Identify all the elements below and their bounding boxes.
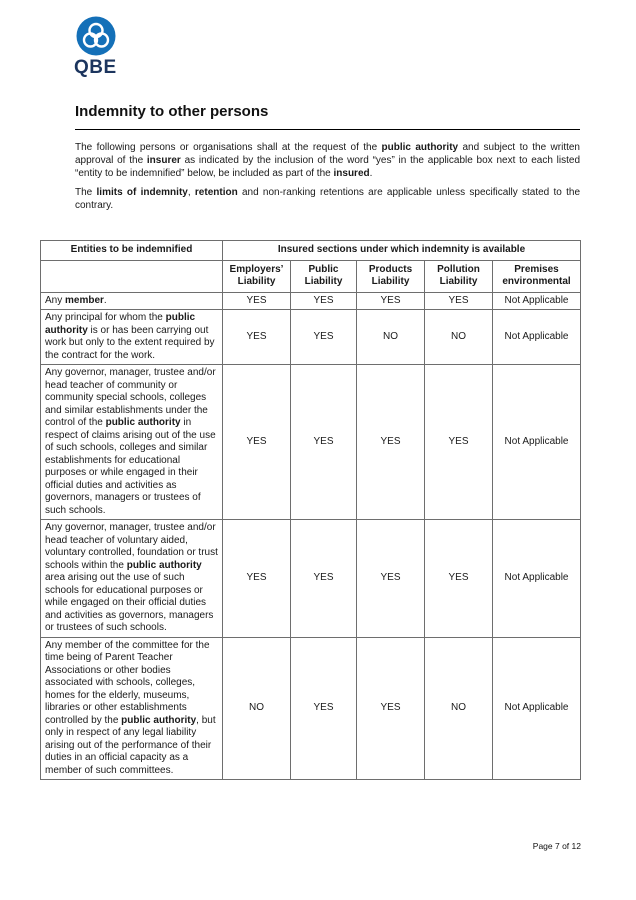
value-cell: NO [223, 637, 291, 780]
indemnity-table [40, 240, 581, 780]
table-row [41, 365, 581, 520]
table-row [41, 292, 581, 310]
table-header-row-columns [41, 260, 581, 292]
insured-sections-header: Insured sections under which indemnity is available [223, 241, 581, 261]
entity-cell: Any governor, manager, trustee and/or head teacher of voluntary aided, voluntary controlled, foundation or trust schools within the public authority area arising out the use of such schools for educational purposes or while engaged on their official duties and activities as governors, managers or trustees of such schools. [41, 520, 223, 638]
value-cell: NO [357, 310, 425, 365]
column-header-products-liability: Products Liability [357, 260, 425, 292]
value-cell: YES [223, 292, 291, 310]
value-cell: YES [425, 292, 493, 310]
column-header-public-liability: Public Liability [291, 260, 357, 292]
value-cell: YES [291, 310, 357, 365]
value-cell: YES [291, 637, 357, 780]
value-cell: YES [291, 520, 357, 638]
column-header-employers-liability: Employers’ Liability [223, 260, 291, 292]
qbe-logo [74, 16, 117, 79]
value-cell: YES [223, 520, 291, 638]
qbe-logo-text: QBE [74, 57, 117, 78]
value-cell: YES [425, 520, 493, 638]
table-header-row-top [41, 241, 581, 261]
entity-cell: Any member of the committee for the time being of Parent Teacher Associations or other bodies associated with schools, colleges, homes for the elderly, museums, libraries or other establishments controlled by the public authority, but only in respect of any legal liability arising out of the performance of their duties in an official capacity as a member of such committees. [41, 637, 223, 780]
entities-header: Entities to be indemnified [41, 241, 223, 261]
value-cell: Not Applicable [493, 365, 581, 520]
table-row [41, 520, 581, 638]
value-cell: Not Applicable [493, 520, 581, 638]
value-cell: Not Applicable [493, 310, 581, 365]
page-title: Indemnity to other persons [75, 103, 269, 120]
table-row [41, 310, 581, 365]
column-header-premises-environmental: Premises environmental [493, 260, 581, 292]
intro-paragraph-2: The limits of indemnity, retention and non-ranking retentions are applicable unless specifically stated to the contrary. [75, 187, 581, 212]
value-cell: NO [425, 310, 493, 365]
page-number: Page 7 of 12 [532, 841, 581, 851]
title-block [75, 103, 580, 130]
qbe-logo-icon [76, 16, 116, 56]
value-cell: NO [425, 637, 493, 780]
entity-cell: Any principal for whom the public authority is or has been carrying out work but only to the extent required by the contract for the work. [41, 310, 223, 365]
column-header-pollution-liability: Pollution Liability [425, 260, 493, 292]
entity-cell: Any member. [41, 292, 223, 310]
value-cell: Not Applicable [493, 292, 581, 310]
intro-paragraph-1: The following persons or organisations shall at the request of the public authority and subject to the written approval of the insurer as indicated by the inclusion of the word “yes” in the applicable box next to each listed “entity to be indemnified” below, be included as part of the insured. [75, 142, 581, 179]
value-cell: YES [357, 292, 425, 310]
value-cell: YES [291, 365, 357, 520]
content-block [75, 103, 580, 213]
entity-cell: Any governor, manager, trustee and/or head teacher of community or community special schools, colleges and similar establishments under the control of the public authority in respect of claims arising out of the use of such schools, colleges and similar establishments for educational purposes or while engaged in their official duties and activities as governors, managers or trustees of such schools. [41, 365, 223, 520]
value-cell: YES [223, 310, 291, 365]
value-cell: YES [223, 365, 291, 520]
value-cell: YES [357, 520, 425, 638]
value-cell: YES [425, 365, 493, 520]
empty-header-cell [41, 260, 223, 292]
value-cell: YES [357, 637, 425, 780]
value-cell: Not Applicable [493, 637, 581, 780]
value-cell: YES [291, 292, 357, 310]
value-cell: YES [357, 365, 425, 520]
table-row [41, 637, 581, 780]
